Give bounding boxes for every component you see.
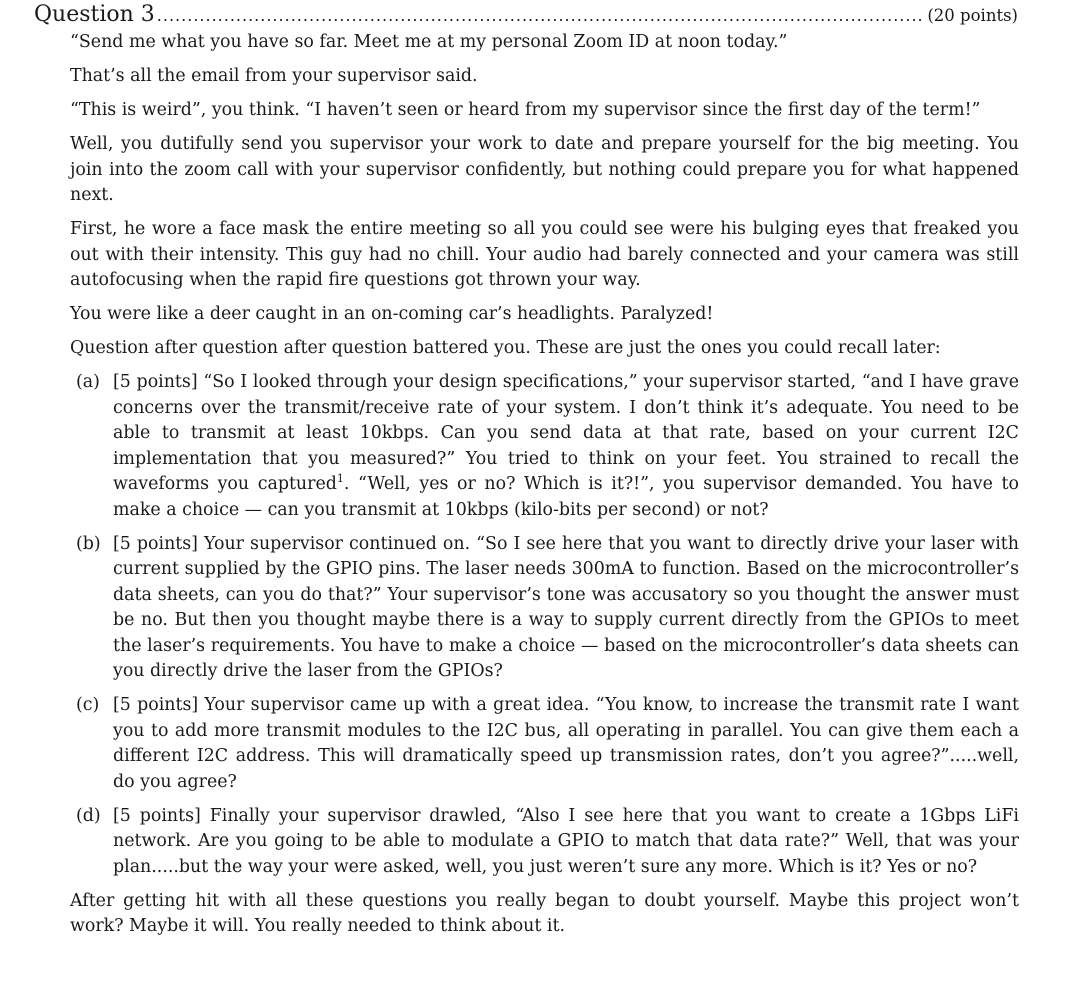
question-body <box>70 30 1019 948</box>
sub-question-c <box>70 693 1019 795</box>
intro-paragraph: Well, you dutifully send you supervisor your work to date and prepare yourself for the big meeting. You join into the zoom call with your supervisor confidently, but nothing could prepare you for what happened next. <box>70 134 1019 205</box>
sub-question-label: (c) <box>76 695 100 715</box>
sub-question-d <box>70 804 1019 881</box>
sub-question-text: [5 points] “So I looked through your design specifications,” your supervisor started, “and I have grave concerns over the transmit/receive rate of your system. I don’t think it’s adequate. You need to be able to transmit at least 10kbps. Can you send data at that rate, based on your current I2C implementation that you measured?” You tried to think on your feet. You strained to recall the waveforms you captured <box>113 372 1019 494</box>
sub-question-list <box>70 370 1019 880</box>
sub-question-text: [5 points] Your supervisor continued on. “So I see here that you want to directly drive your laser with current supplied by the GPIO pins. The laser needs 300mA to function. Based on the microcontroller’s data sheets, can you do that?” Your supervisor’s tone was accusatory so you thought the answer must be no. But then you thought maybe there is a way to supply current directly from the GPIOs to meet the laser’s requirements. You have to make a choice — based on the microcontroller’s data sheets can you directly drive the laser from the GPIOs? <box>113 533 1019 681</box>
intro-paragraph: “Send me what you have so far. Meet me at my personal Zoom ID at noon today.” <box>70 32 788 52</box>
sub-question-label: (d) <box>76 805 101 826</box>
intro-paragraph: Question after question after question battered you. These are just the ones you could recall later: <box>70 338 941 358</box>
closing-paragraph: After getting hit with all these questions you really began to doubt yourself. Maybe this project won’t work? Maybe it will. You really needed to think about it. <box>70 890 1019 936</box>
intro-paragraph: “This is weird”, you think. “I haven’t seen or heard from my supervisor since the first day of the term!” <box>70 100 981 120</box>
sub-question-label: (b) <box>76 533 101 554</box>
question-points: (20 points) <box>927 6 1018 25</box>
question-header <box>34 2 1018 27</box>
sub-question-text: . “Well, yes or no? Which is it?!”, you supervisor demanded. You have to make a choice — can you transmit at 10kbps (kilo-bits per second) or not? <box>113 474 1019 520</box>
intro-paragraph: First, he wore a face mask the entire meeting so all you could see were his bulging eyes that freaked you out with their intensity. This guy had no chill. Your audio had barely connected and your camera was still autofocusing when the rapid fire questions got thrown your way. <box>70 219 1019 290</box>
intro-paragraph: That’s all the email from your supervisor said. <box>70 66 478 86</box>
intro-paragraph: You were like a deer caught in an on-coming car’s headlights. Paralyzed! <box>70 304 714 324</box>
sub-question-b <box>70 532 1019 685</box>
question-title: Question 3 <box>34 2 155 27</box>
sub-question-text: [5 points] Finally your supervisor drawled, “Also I see here that you want to create a 1Gbps LiFi network. Are you going to be able to modulate a GPIO to match that data rate?” Well, that was your plan.....but the way your were asked, well, you just weren’t sure any more. Which is it? Yes or no? <box>113 805 1019 877</box>
sub-question-label: (a) <box>76 372 100 392</box>
leader-dots <box>157 6 926 25</box>
sub-question-text: [5 points] Your supervisor came up with a great idea. “You know, to increase the transmit rate I want you to add more transmit modules to the I2C bus, all operating in parallel. You can give them each a different I2C address. This will dramatically speed up transmission rates, don’t you agree?”.....well, do you agree? <box>113 695 1019 792</box>
sub-question-a <box>70 370 1019 523</box>
footnote-marker[interactable]: 1 <box>336 472 344 486</box>
